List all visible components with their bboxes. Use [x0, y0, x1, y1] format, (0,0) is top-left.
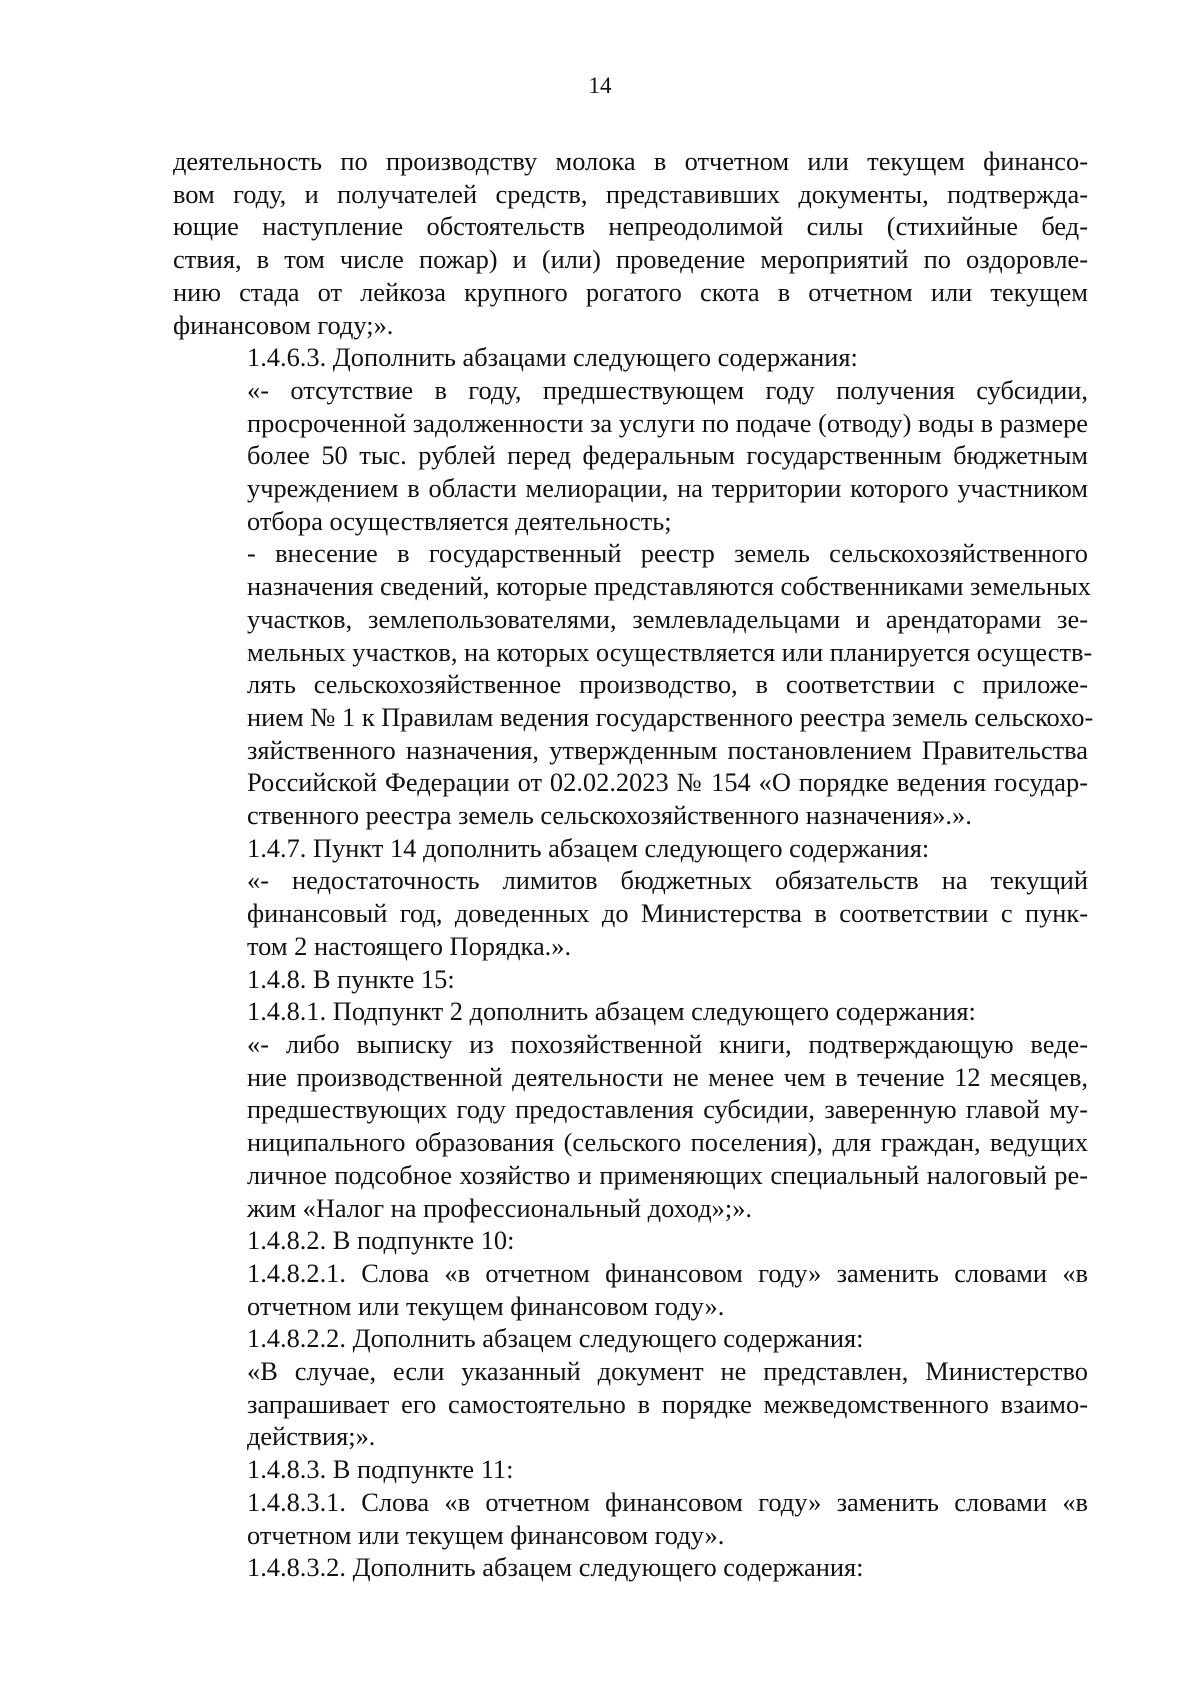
text-line: «- недостаточность лимитов бюджетных обязательств на текущий	[247, 865, 1088, 896]
paragraph	[173, 1257, 1088, 1322]
paragraph	[173, 963, 1088, 996]
text-line: ние производственной деятельности не менее чем в течение 12 месяцев,	[247, 1061, 1088, 1092]
document-body	[173, 145, 1094, 1584]
paragraph	[173, 1355, 1088, 1453]
text-line: лять сельскохозяйственное производство, в соответствии с приложе-	[247, 669, 1088, 700]
paragraph	[173, 1453, 1088, 1486]
text-line: ствия, в том числе пожар) и (или) проведение мероприятий по оздоровле-	[173, 244, 1088, 275]
paragraph	[173, 1028, 1088, 1224]
text-line: «В случае, если указанный документ не представлен, Министерство	[247, 1356, 1088, 1387]
text-line: 1.4.8.2. В подпункте 10:	[247, 1225, 515, 1256]
paragraph	[173, 1486, 1088, 1551]
paragraph	[173, 995, 1088, 1028]
text-line: 1.4.8.3.2. Дополнить абзацем следующего содержания:	[247, 1552, 864, 1583]
text-line: запрашивает его самостоятельно в порядке межведомственного взаимо-	[247, 1388, 1088, 1419]
text-line: ющие наступление обстоятельств непреодолимой силы (стихийные бед-	[173, 211, 1088, 242]
text-line: 1.4.8.3.1. Слова «в отчетном финансовом году» заменить словами «в	[247, 1486, 1088, 1517]
text-line: действия;».	[247, 1421, 376, 1452]
text-line: финансовый год, доведенных до Министерства в соответствии с пунк-	[247, 898, 1088, 929]
text-line: 1.4.7. Пункт 14 дополнить абзацем следующего содержания:	[247, 832, 930, 863]
paragraph	[173, 537, 1094, 831]
text-line: 1.4.8.2.2. Дополнить абзацем следующего содержания:	[247, 1323, 864, 1354]
text-line: 1.4.8.1. Подпункт 2 дополнить абзацем следующего содержания:	[247, 996, 976, 1027]
text-line: назначения сведений, которые представляются собственниками земельных	[247, 571, 1091, 602]
text-line: мельных участков, на которых осуществляется или планируется осуществ-	[247, 636, 1093, 667]
text-line: вом году, и получателей средств, представивших документы, подтвержда-	[173, 178, 1088, 209]
text-line: отчетном или текущем финансовом году».	[247, 1519, 725, 1550]
text-line: отчетном или текущем финансовом году».	[247, 1290, 725, 1321]
paragraph	[173, 341, 1088, 374]
text-line: зяйственного назначения, утвержденным постановлением Правительства	[247, 734, 1088, 765]
paragraph	[173, 832, 1088, 865]
text-line: «- отсутствие в году, предшествующем году получения субсидии,	[247, 374, 1088, 405]
paragraph	[173, 145, 1088, 341]
text-line: нием № 1 к Правилам ведения государственного реестра земель сельскохо-	[247, 701, 1094, 732]
text-line: 1.4.8.2.1. Слова «в отчетном финансовом году» заменить словами «в	[247, 1257, 1088, 1288]
text-line: более 50 тыс. рублей перед федеральным государственным бюджетным	[247, 440, 1088, 471]
text-line: ственного реестра земель сельскохозяйственного назначения».».	[247, 800, 972, 831]
text-line: 1.4.8.3. В подпункте 11:	[247, 1454, 514, 1485]
text-line: деятельность по производству молока в отчетном или текущем финансо-	[173, 146, 1088, 176]
text-line: «- либо выписку из похозяйственной книги, подтверждающую веде-	[247, 1028, 1088, 1059]
text-line: 1.4.6.3. Дополнить абзацами следующего содержания:	[247, 342, 858, 373]
text-line: предшествующих году предоставления субсидии, заверенную главой му-	[247, 1094, 1088, 1125]
text-line: участков, землепользователями, землевладельцами и арендаторами зе-	[247, 603, 1088, 634]
text-line: просроченной задолженности за услуги по подаче (отводу) воды в размере	[247, 407, 1088, 438]
paragraph	[173, 1322, 1088, 1355]
text-line: отбора осуществляется деятельность;	[247, 505, 672, 536]
text-line: - внесение в государственный реестр земель сельскохозяйственного	[247, 538, 1088, 569]
paragraph	[173, 864, 1088, 962]
text-line: том 2 настоящего Порядка.».	[247, 930, 572, 961]
text-line: учреждением в области мелиорации, на территории которого участником	[247, 473, 1088, 504]
text-line: финансовом году;».	[173, 309, 394, 340]
paragraph	[173, 1551, 1088, 1584]
text-line: жим «Налог на профессиональный доход»;».	[247, 1192, 752, 1223]
text-line: личное подсобное хозяйство и применяющих специальный налоговый ре-	[247, 1159, 1088, 1190]
page-number: 14	[588, 73, 612, 98]
text-line: нию стада от лейкоза крупного рогатого скота в отчетном или текущем	[173, 276, 1088, 307]
text-line: 1.4.8. В пункте 15:	[247, 963, 455, 994]
text-line: ниципального образования (сельского поселения), для граждан, ведущих	[247, 1127, 1088, 1158]
text-line: Российской Федерации от 02.02.2023 № 154 «О порядке ведения государ-	[247, 767, 1088, 798]
paragraph	[173, 1224, 1088, 1257]
paragraph	[173, 374, 1088, 538]
